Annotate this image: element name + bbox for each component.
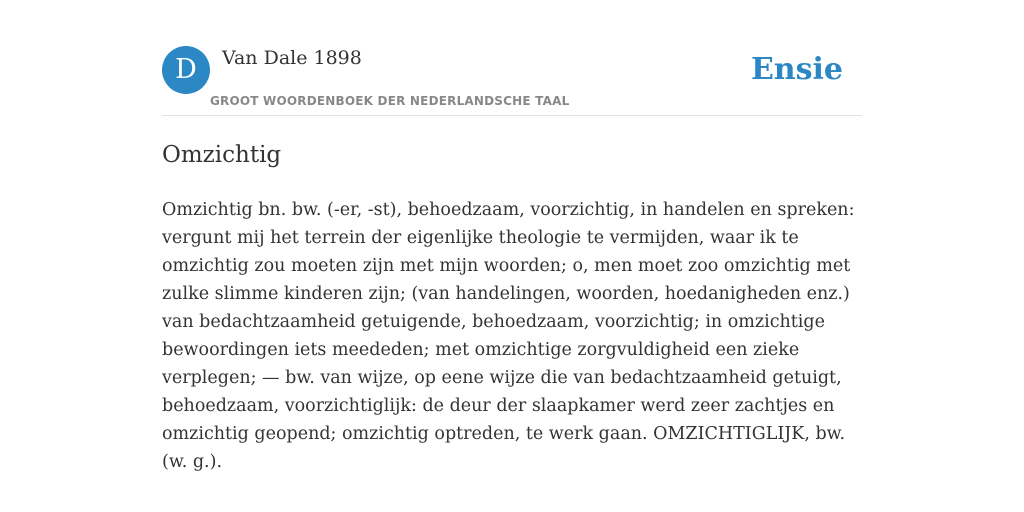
- ensie-logo[interactable]: Ensie: [750, 52, 843, 87]
- source-subtitle: GROOT WOORDENBOEK DER NEDERLANDSCHE TAAL: [210, 94, 570, 108]
- entry-card: [162, 46, 862, 476]
- source-title[interactable]: Van Dale 1898: [222, 47, 362, 69]
- source-avatar[interactable]: D: [162, 46, 210, 94]
- source-header: [162, 46, 862, 116]
- entry-definition: Omzichtig bn. bw. (-er, -st), behoedzaam, voorzichtig, in handelen en spreken: vergunt mij het terrein der eigenlijke theologie te vermijden, waar ik te omzichtig zou moeten zijn met mijn woorden; o, men moet zoo omzichtig met zulke slimme kinderen zijn; (van handelingen, woorden, hoedanigheden enz.) van bedachtzaamheid getuigende, behoedzaam, voorzichtig; in omzichtige bewoordingen iets meededen; met omzichtige zorgvuldigheid een zieke verplegen; — bw. van wijze, op eene wijze die van bedachtzaamheid getuigt, behoedzaam, voorzichtiglijk: de deur der slaapkamer werd zeer zachtjes en omzichtig geopend; omzichtig optreden, te werk gaan. OMZICHTIGLIJK, bw. (w. g.).: [162, 200, 855, 472]
- entry-title: Omzichtig: [162, 142, 282, 168]
